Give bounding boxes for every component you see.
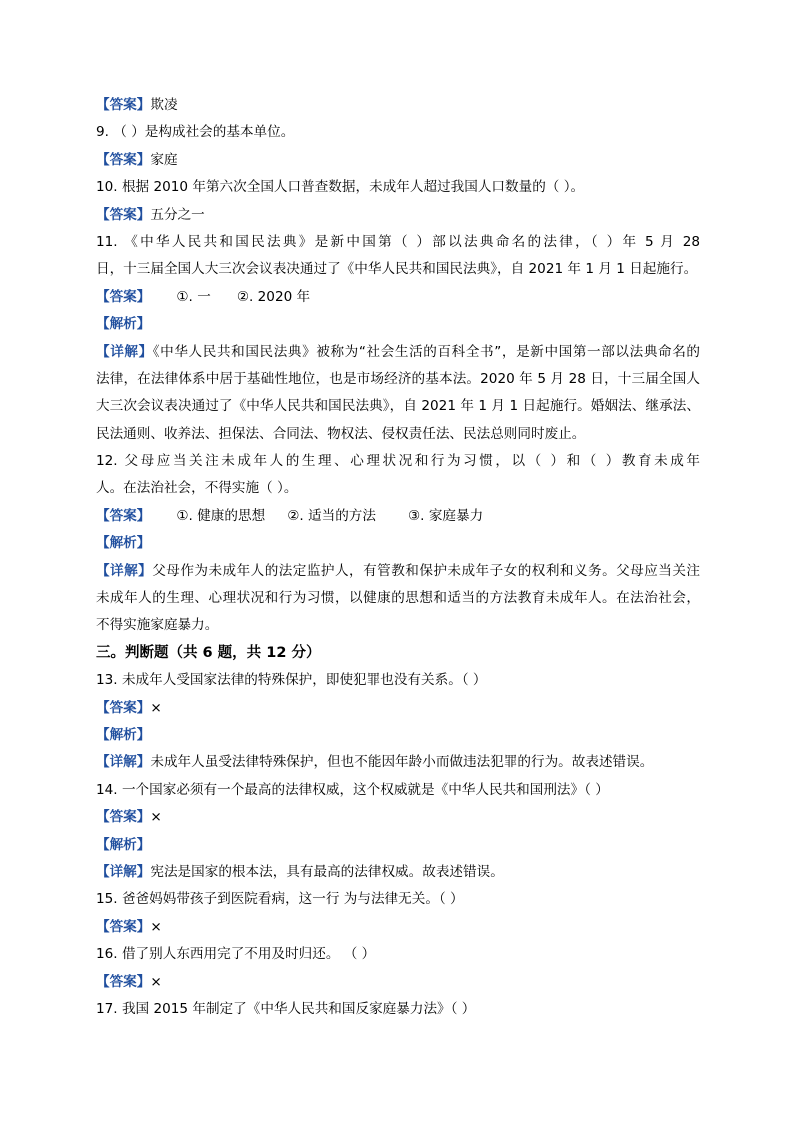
answer-item-1: ①. 一 — [176, 288, 211, 305]
question-14: 14. 一个国家必须有一个最高的法律权威，这个权威就是《中华人民共和国刑法》（ ） — [96, 781, 609, 798]
analysis-tag: 【解析】 — [96, 535, 151, 552]
detail-line — [96, 558, 700, 585]
detail-continued: 民法通则、收养法、担保法、合同法、物权法、侵权责任法、民法总则同时废止。 — [96, 425, 586, 442]
analysis-tag: 【解析】 — [96, 316, 151, 333]
detail-line — [96, 339, 700, 366]
answer-text: × — [150, 973, 162, 990]
question-11: 11. 《中华人民共和国民法典》是新中国第（ ）部以法典命名的法律，（ ）年 5 月 28 — [96, 233, 700, 250]
question-13: 13. 未成年人受国家法律的特殊保护，即使犯罪也没有关系。（ ） — [96, 672, 487, 689]
answer-text: × — [150, 809, 162, 826]
analysis-tag: 【解析】 — [96, 726, 151, 743]
answer-tag: 【答案】 — [96, 699, 151, 716]
detail-line — [96, 859, 700, 886]
answer-tag: 【答案】 — [96, 973, 151, 990]
answer-line — [96, 503, 700, 530]
question-9: 9. （ ）是构成社会的基本单位。 — [96, 124, 295, 141]
detail-continued: 未成年人的生理、心理状况和行为习惯，以健康的思想和适当的方法教育未成年人。在法治社会， — [96, 590, 700, 607]
detail-text: 《中华人民共和国民法典》被称为“社会生活的百科全书”，是新中国第一部以法典命名的 — [152, 343, 700, 360]
answer-line — [96, 202, 700, 229]
answer-line — [96, 914, 700, 941]
answer-line — [96, 284, 700, 311]
detail-continued: 不得实施家庭暴力。 — [96, 617, 219, 634]
section-heading: 三。判断题（共 6 题，共 12 分） — [96, 644, 321, 661]
detail-text: 宪法是国家的根本法，具有最高的法律权威。故表述错误。 — [150, 863, 504, 880]
answer-tag: 【答案】 — [96, 809, 151, 826]
answer-item-1: ①. 健康的思想 — [176, 507, 266, 524]
answer-line — [96, 92, 700, 119]
answer-tag: 【答案】 — [96, 507, 151, 524]
analysis-line — [96, 722, 700, 749]
answer-tag: 【答案】 — [96, 288, 151, 305]
answer-item-3: ③. 家庭暴力 — [408, 507, 484, 524]
answer-text: × — [150, 918, 162, 935]
answer-tag: 【答案】 — [96, 97, 151, 113]
analysis-line — [96, 311, 700, 338]
answer-text: × — [150, 699, 162, 716]
document-page — [96, 92, 700, 1023]
answer-line — [96, 804, 700, 831]
detail-tag: 【详解】 — [96, 343, 153, 360]
answer-tag: 【答案】 — [96, 918, 151, 935]
question-11-continued: 日，十三届全国人大三次会议表决通过了《中华人民共和国民法典》，自 2021 年 1 月 1 日起施行。 — [96, 261, 698, 278]
detail-continued: 大三次会议表决通过了《中华人民共和国民法典》，自 2021 年 1 月 1 日起施行。婚姻法、继承法、 — [96, 398, 700, 415]
analysis-line — [96, 832, 700, 859]
question-12-continued: 人。在法治社会，不得实施（ ）。 — [96, 480, 298, 497]
question-12: 12. 父母应当关注未成年人的生理、心理状况和行为习惯，以（ ）和（ ）教育未成年 — [96, 453, 700, 470]
detail-text: 父母作为未成年人的法定监护人，有管教和保护未成年子女的权利和义务。父母应当关注 — [152, 562, 701, 579]
question-10: 10. 根据 2010 年第六次全国人口普查数据，未成年人超过我国人口数量的（ ）。 — [96, 179, 585, 196]
detail-text: 未成年人虽受法律特殊保护，但也不能因年龄小而做违法犯罪的行为。故表述错误。 — [150, 754, 654, 771]
answer-line — [96, 969, 700, 996]
answer-line — [96, 147, 700, 174]
detail-tag: 【详解】 — [96, 863, 151, 880]
answer-text: 五分之一 — [150, 206, 205, 223]
answer-line — [96, 695, 700, 722]
detail-tag: 【详解】 — [96, 754, 151, 771]
analysis-tag: 【解析】 — [96, 836, 151, 853]
answer-item-2: ②. 2020 年 — [236, 288, 311, 305]
answer-item-2: ②. 适当的方法 — [287, 507, 376, 524]
analysis-line — [96, 530, 700, 557]
detail-continued: 法律，在法律体系中居于基础性地位，也是市场经济的基本法。2020 年 5 月 28 日，十三届全国人 — [96, 370, 700, 387]
answer-text: 欺凌 — [150, 97, 178, 113]
answer-tag: 【答案】 — [96, 206, 151, 223]
question-16: 16. 借了别人东西用完了不用及时归还。 （ ） — [96, 946, 376, 963]
answer-tag: 【答案】 — [96, 151, 151, 168]
question-17: 17. 我国 2015 年制定了《中华人民共和国反家庭暴力法》（ ） — [96, 1000, 476, 1017]
question-15: 15. 爸爸妈妈带孩子到医院看病，这一行 为与法律无关。（ ） — [96, 891, 464, 908]
detail-line — [96, 749, 700, 776]
answer-text: 家庭 — [150, 151, 178, 168]
detail-tag: 【详解】 — [96, 562, 153, 579]
